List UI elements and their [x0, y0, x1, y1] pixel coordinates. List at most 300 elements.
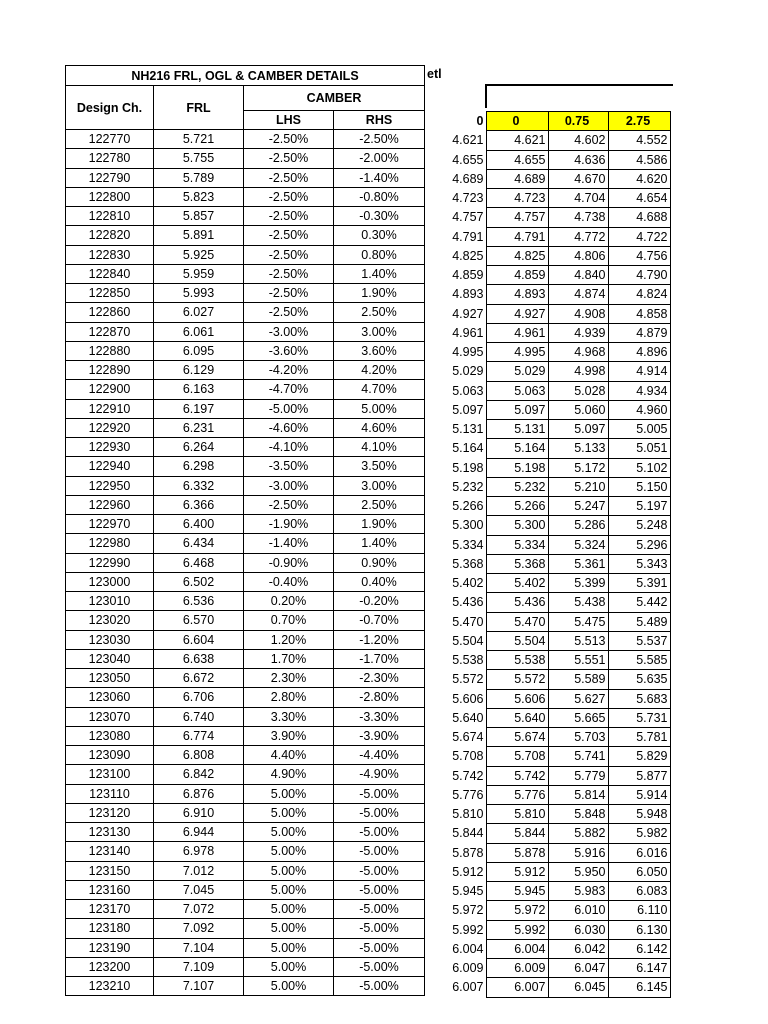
lhs-cell: 0.70% — [244, 611, 334, 630]
level-cell: 5.914 — [608, 785, 670, 804]
table-row — [66, 534, 425, 553]
table-row — [66, 476, 425, 495]
table-row — [427, 169, 670, 188]
level-cell: 5.912 — [452, 864, 484, 879]
lhs-cell: 0.20% — [244, 592, 334, 611]
frl-cell: 5.959 — [154, 264, 244, 283]
table-row — [66, 553, 425, 572]
frl-cell: 7.104 — [154, 938, 244, 957]
rhs-cell: 0.30% — [334, 226, 425, 245]
level-cell: 5.742 — [452, 768, 484, 783]
header-lhs: LHS — [244, 111, 334, 130]
table-row — [427, 439, 670, 458]
frl-camber-table — [65, 65, 425, 996]
table-row — [427, 824, 670, 843]
table-row — [427, 901, 670, 920]
lhs-cell: -4.70% — [244, 380, 334, 399]
level-cell: 4.552 — [608, 131, 670, 150]
level-cell: 5.164 — [452, 441, 484, 456]
level-cell: 5.810 — [452, 807, 484, 822]
level-cell: 5.742 — [486, 766, 548, 785]
level-cell: 6.147 — [608, 959, 670, 978]
table-row — [66, 149, 425, 168]
level-cell: 5.945 — [452, 884, 484, 899]
level-cell: 5.060 — [548, 400, 608, 419]
level-cell: 5.948 — [608, 805, 670, 824]
table-row — [66, 649, 425, 668]
level-cell: 4.840 — [548, 266, 608, 285]
level-cell: 5.741 — [548, 747, 608, 766]
level-cell: 5.829 — [608, 747, 670, 766]
lhs-cell: -4.10% — [244, 438, 334, 457]
level-cell: 4.602 — [548, 131, 608, 150]
rhs-cell: -5.00% — [334, 938, 425, 957]
level-cell: 4.879 — [608, 323, 670, 342]
frl-cell: 5.755 — [154, 149, 244, 168]
level-cell: 6.050 — [608, 862, 670, 881]
level-cell: 4.824 — [608, 285, 670, 304]
table-row — [427, 497, 670, 516]
level-cell: 6.009 — [486, 959, 548, 978]
level-cell: 5.848 — [548, 805, 608, 824]
lhs-cell: -4.60% — [244, 418, 334, 437]
level-cell: 5.102 — [608, 458, 670, 477]
table-row — [66, 226, 425, 245]
table-row — [427, 862, 670, 881]
level-cell: 5.436 — [452, 595, 484, 610]
level-cell: 5.674 — [486, 728, 548, 747]
level-cell: 5.776 — [486, 785, 548, 804]
design-ch-cell: 123050 — [66, 669, 154, 688]
design-ch-cell: 123030 — [66, 630, 154, 649]
rhs-cell: -4.90% — [334, 765, 425, 784]
level-cell: 5.779 — [548, 766, 608, 785]
level-cell: 5.402 — [452, 576, 484, 591]
lhs-cell: 5.00% — [244, 938, 334, 957]
design-ch-cell: 123040 — [66, 649, 154, 668]
level-cell: 4.670 — [548, 169, 608, 188]
level-cell: 4.689 — [486, 169, 548, 188]
level-cell: 4.998 — [548, 362, 608, 381]
rhs-cell: 4.70% — [334, 380, 425, 399]
table-row — [427, 978, 670, 997]
design-ch-cell: 123120 — [66, 803, 154, 822]
design-ch-cell: 123090 — [66, 746, 154, 765]
level-cell: 5.513 — [548, 631, 608, 650]
table-row — [66, 515, 425, 534]
table-row — [66, 611, 425, 630]
level-cell: 5.470 — [486, 612, 548, 631]
rhs-cell: 4.60% — [334, 418, 425, 437]
level-cell: 5.063 — [486, 381, 548, 400]
rhs-cell: -2.80% — [334, 688, 425, 707]
table-row — [427, 612, 670, 631]
level-cell: 4.961 — [452, 325, 484, 340]
design-ch-cell: 123060 — [66, 688, 154, 707]
table-row — [66, 495, 425, 514]
rhs-cell: 0.40% — [334, 572, 425, 591]
level-cell: 5.005 — [608, 420, 670, 439]
table-row — [66, 130, 425, 149]
header-cell: 2.75 — [608, 112, 670, 131]
lhs-cell: -3.00% — [244, 322, 334, 341]
lhs-cell: 5.00% — [244, 803, 334, 822]
table-row — [427, 939, 670, 958]
table-row — [427, 882, 670, 901]
level-cell: 5.950 — [548, 862, 608, 881]
table-row — [66, 264, 425, 283]
frl-cell: 6.197 — [154, 399, 244, 418]
table-row — [427, 420, 670, 439]
level-cell: 5.164 — [486, 439, 548, 458]
level-cell: 6.110 — [608, 901, 670, 920]
level-cell: 4.621 — [486, 131, 548, 150]
table-row — [427, 670, 670, 689]
level-cell: 4.790 — [608, 266, 670, 285]
design-ch-cell: 123190 — [66, 938, 154, 957]
table-row — [427, 381, 670, 400]
level-cell: 5.286 — [548, 516, 608, 535]
level-cell: 6.045 — [548, 978, 608, 997]
lhs-cell: 2.80% — [244, 688, 334, 707]
table-row — [66, 803, 425, 822]
design-ch-cell: 122990 — [66, 553, 154, 572]
level-cell: 5.635 — [608, 670, 670, 689]
design-ch-cell: 122820 — [66, 226, 154, 245]
level-cell: 4.934 — [608, 381, 670, 400]
level-cell: 4.791 — [452, 229, 484, 244]
level-cell: 4.806 — [548, 246, 608, 265]
table-row — [66, 900, 425, 919]
level-cell: 4.859 — [486, 266, 548, 285]
level-cell: 4.893 — [486, 285, 548, 304]
frl-cell: 6.061 — [154, 322, 244, 341]
header-camber: CAMBER — [244, 86, 425, 111]
lhs-cell: 5.00% — [244, 919, 334, 938]
level-cell: 5.334 — [486, 535, 548, 554]
lhs-cell: 5.00% — [244, 977, 334, 996]
lhs-cell: -1.40% — [244, 534, 334, 553]
rhs-cell: -0.70% — [334, 611, 425, 630]
level-cell: 5.063 — [452, 383, 484, 398]
level-cell: 6.142 — [608, 939, 670, 958]
rhs-cell: -1.20% — [334, 630, 425, 649]
table-row — [66, 592, 425, 611]
level-cell: 6.047 — [548, 959, 608, 978]
table-row — [66, 438, 425, 457]
design-ch-cell: 122830 — [66, 245, 154, 264]
table-row — [66, 957, 425, 976]
level-cell: 5.324 — [548, 535, 608, 554]
frl-cell: 6.332 — [154, 476, 244, 495]
design-ch-cell: 122850 — [66, 284, 154, 303]
frl-cell: 6.129 — [154, 361, 244, 380]
level-cell: 5.538 — [452, 653, 484, 668]
lhs-cell: -3.60% — [244, 341, 334, 360]
lhs-cell: -3.00% — [244, 476, 334, 495]
level-cell: 6.130 — [608, 920, 670, 939]
table-row — [427, 747, 670, 766]
lhs-cell: 5.00% — [244, 880, 334, 899]
level-cell: 5.436 — [486, 593, 548, 612]
design-ch-cell: 122920 — [66, 418, 154, 437]
rhs-cell: 1.40% — [334, 264, 425, 283]
level-cell: 4.655 — [452, 152, 484, 167]
lhs-cell: 1.20% — [244, 630, 334, 649]
frl-cell: 5.891 — [154, 226, 244, 245]
table-row — [66, 784, 425, 803]
level-cell: 5.878 — [486, 843, 548, 862]
table-row — [427, 574, 670, 593]
level-cell: 5.538 — [486, 651, 548, 670]
rhs-cell: -5.00% — [334, 900, 425, 919]
level-cell: 4.757 — [452, 210, 484, 225]
table-row — [66, 284, 425, 303]
table-row — [66, 977, 425, 996]
level-cell: 5.210 — [548, 477, 608, 496]
lhs-cell: -2.50% — [244, 226, 334, 245]
level-cell: 5.916 — [548, 843, 608, 862]
design-ch-cell: 122780 — [66, 149, 154, 168]
level-cell: 5.683 — [608, 689, 670, 708]
design-ch-cell: 122910 — [66, 399, 154, 418]
rhs-cell: 1.40% — [334, 534, 425, 553]
level-cell: 4.636 — [548, 150, 608, 169]
frl-cell: 6.095 — [154, 341, 244, 360]
frl-cell: 6.264 — [154, 438, 244, 457]
frl-cell: 5.925 — [154, 245, 244, 264]
design-ch-cell: 123180 — [66, 919, 154, 938]
level-cell: 5.029 — [452, 364, 484, 379]
lhs-cell: -2.50% — [244, 130, 334, 149]
frl-cell: 6.027 — [154, 303, 244, 322]
level-cell: 5.877 — [608, 766, 670, 785]
level-cell: 4.995 — [486, 343, 548, 362]
level-cell: 5.878 — [452, 845, 484, 860]
lhs-cell: 4.90% — [244, 765, 334, 784]
table-row — [66, 380, 425, 399]
etl-label: etl — [427, 67, 442, 81]
level-cell: 4.927 — [452, 306, 484, 321]
table-row — [427, 631, 670, 650]
level-cell: 6.042 — [548, 939, 608, 958]
rhs-cell: -2.50% — [334, 130, 425, 149]
level-cell: 5.442 — [608, 593, 670, 612]
level-cell: 4.825 — [486, 246, 548, 265]
level-cell: 4.757 — [486, 208, 548, 227]
level-cell: 4.908 — [548, 304, 608, 323]
level-cell: 6.083 — [608, 882, 670, 901]
level-cell: 6.004 — [486, 939, 548, 958]
table-row — [427, 651, 670, 670]
level-cell: 5.131 — [486, 420, 548, 439]
design-ch-cell: 122840 — [66, 264, 154, 283]
frl-cell: 6.774 — [154, 726, 244, 745]
level-cell: 5.504 — [452, 633, 484, 648]
frl-cell: 6.468 — [154, 553, 244, 572]
level-cell: 4.723 — [452, 191, 484, 206]
rhs-cell: -5.00% — [334, 784, 425, 803]
lhs-cell: 5.00% — [244, 823, 334, 842]
table-row — [427, 227, 670, 246]
header-cell: 0 — [476, 114, 484, 129]
level-cell: 4.655 — [486, 150, 548, 169]
level-cell: 5.051 — [608, 439, 670, 458]
lhs-cell: -2.50% — [244, 187, 334, 206]
level-cell: 4.586 — [608, 150, 670, 169]
frl-cell: 6.740 — [154, 707, 244, 726]
design-ch-cell: 123150 — [66, 861, 154, 880]
table-row — [66, 861, 425, 880]
rhs-cell: -2.30% — [334, 669, 425, 688]
lhs-cell: 3.90% — [244, 726, 334, 745]
table-row — [427, 708, 670, 727]
level-cell: 5.368 — [486, 554, 548, 573]
rhs-cell: -5.00% — [334, 977, 425, 996]
level-cell: 5.912 — [486, 862, 548, 881]
table-row — [66, 418, 425, 437]
rhs-cell: -5.00% — [334, 957, 425, 976]
table-row — [427, 266, 670, 285]
level-cell: 5.198 — [452, 460, 484, 475]
level-cell: 4.722 — [608, 227, 670, 246]
lhs-cell: -2.50% — [244, 495, 334, 514]
level-cell: 5.810 — [486, 805, 548, 824]
level-cell: 5.368 — [452, 556, 484, 571]
rhs-cell: -4.40% — [334, 746, 425, 765]
table-row — [66, 823, 425, 842]
level-cell: 5.627 — [548, 689, 608, 708]
level-cell: 5.300 — [486, 516, 548, 535]
level-cell: 4.654 — [608, 189, 670, 208]
level-cell: 5.133 — [548, 439, 608, 458]
rhs-cell: -5.00% — [334, 842, 425, 861]
table-row — [427, 689, 670, 708]
level-cell: 4.995 — [452, 345, 484, 360]
table-row — [427, 458, 670, 477]
lhs-cell: 1.70% — [244, 649, 334, 668]
lhs-cell: 5.00% — [244, 861, 334, 880]
level-cell: 6.007 — [452, 980, 484, 995]
level-cell: 5.232 — [452, 479, 484, 494]
table-row — [427, 362, 670, 381]
design-ch-cell: 122880 — [66, 341, 154, 360]
level-cell: 6.016 — [608, 843, 670, 862]
frl-cell: 6.604 — [154, 630, 244, 649]
frl-cell: 6.876 — [154, 784, 244, 803]
table-row — [66, 765, 425, 784]
level-cell: 5.150 — [608, 477, 670, 496]
level-cell: 5.266 — [486, 497, 548, 516]
frl-cell: 6.298 — [154, 457, 244, 476]
design-ch-cell: 123000 — [66, 572, 154, 591]
lhs-cell: -1.90% — [244, 515, 334, 534]
level-cell: 5.248 — [608, 516, 670, 535]
table-row — [427, 189, 670, 208]
lhs-cell: 3.30% — [244, 707, 334, 726]
header-rhs: RHS — [334, 111, 425, 130]
design-ch-cell: 123100 — [66, 765, 154, 784]
level-cell: 6.145 — [608, 978, 670, 997]
frl-cell: 6.910 — [154, 803, 244, 822]
table-row — [66, 726, 425, 745]
frl-cell: 7.012 — [154, 861, 244, 880]
frl-cell: 7.045 — [154, 880, 244, 899]
frl-cell: 6.536 — [154, 592, 244, 611]
frl-cell: 6.163 — [154, 380, 244, 399]
level-cell: 4.858 — [608, 304, 670, 323]
design-ch-cell: 122860 — [66, 303, 154, 322]
level-cell: 4.968 — [548, 343, 608, 362]
level-cell: 5.708 — [452, 749, 484, 764]
table-row — [66, 399, 425, 418]
table-row — [427, 323, 670, 342]
header-design-ch: Design Ch. — [66, 86, 154, 130]
rhs-cell: -5.00% — [334, 823, 425, 842]
table-row — [427, 304, 670, 323]
lhs-cell: -2.50% — [244, 168, 334, 187]
level-cell: 5.945 — [486, 882, 548, 901]
lhs-cell: 5.00% — [244, 784, 334, 803]
lhs-cell: -2.50% — [244, 245, 334, 264]
rhs-cell: 3.00% — [334, 476, 425, 495]
level-cell: 5.982 — [608, 824, 670, 843]
table-row — [427, 728, 670, 747]
lhs-cell: -2.50% — [244, 149, 334, 168]
rhs-cell: -2.00% — [334, 149, 425, 168]
level-cell: 5.247 — [548, 497, 608, 516]
table-row — [427, 477, 670, 496]
level-cell: 4.914 — [608, 362, 670, 381]
table-row — [66, 457, 425, 476]
level-cell: 5.882 — [548, 824, 608, 843]
level-cell: 5.097 — [548, 420, 608, 439]
table-row — [66, 688, 425, 707]
frl-cell: 6.944 — [154, 823, 244, 842]
level-cell: 5.296 — [608, 535, 670, 554]
design-ch-cell: 122790 — [66, 168, 154, 187]
level-cell: 5.131 — [452, 422, 484, 437]
level-cell: 4.896 — [608, 343, 670, 362]
level-cell: 5.640 — [486, 708, 548, 727]
rhs-cell: 0.90% — [334, 553, 425, 572]
level-cell: 5.665 — [548, 708, 608, 727]
lhs-cell: 5.00% — [244, 842, 334, 861]
level-cell: 5.197 — [608, 497, 670, 516]
level-cell: 5.606 — [486, 689, 548, 708]
level-cell: 5.391 — [608, 574, 670, 593]
level-cell: 5.475 — [548, 612, 608, 631]
lhs-cell: -2.50% — [244, 264, 334, 283]
lhs-cell: -0.90% — [244, 553, 334, 572]
design-ch-cell: 122900 — [66, 380, 154, 399]
level-cell: 5.334 — [452, 537, 484, 552]
table-row — [427, 246, 670, 265]
rhs-cell: 4.20% — [334, 361, 425, 380]
table-row — [66, 938, 425, 957]
level-cell: 5.585 — [608, 651, 670, 670]
design-ch-cell: 122770 — [66, 130, 154, 149]
level-cell: 5.640 — [452, 710, 484, 725]
level-cell: 4.621 — [452, 133, 484, 148]
frl-cell: 5.857 — [154, 207, 244, 226]
level-cell: 5.438 — [548, 593, 608, 612]
level-cell: 5.551 — [548, 651, 608, 670]
lhs-cell: -2.50% — [244, 284, 334, 303]
design-ch-cell: 123170 — [66, 900, 154, 919]
rhs-cell: 5.00% — [334, 399, 425, 418]
design-ch-cell: 123080 — [66, 726, 154, 745]
